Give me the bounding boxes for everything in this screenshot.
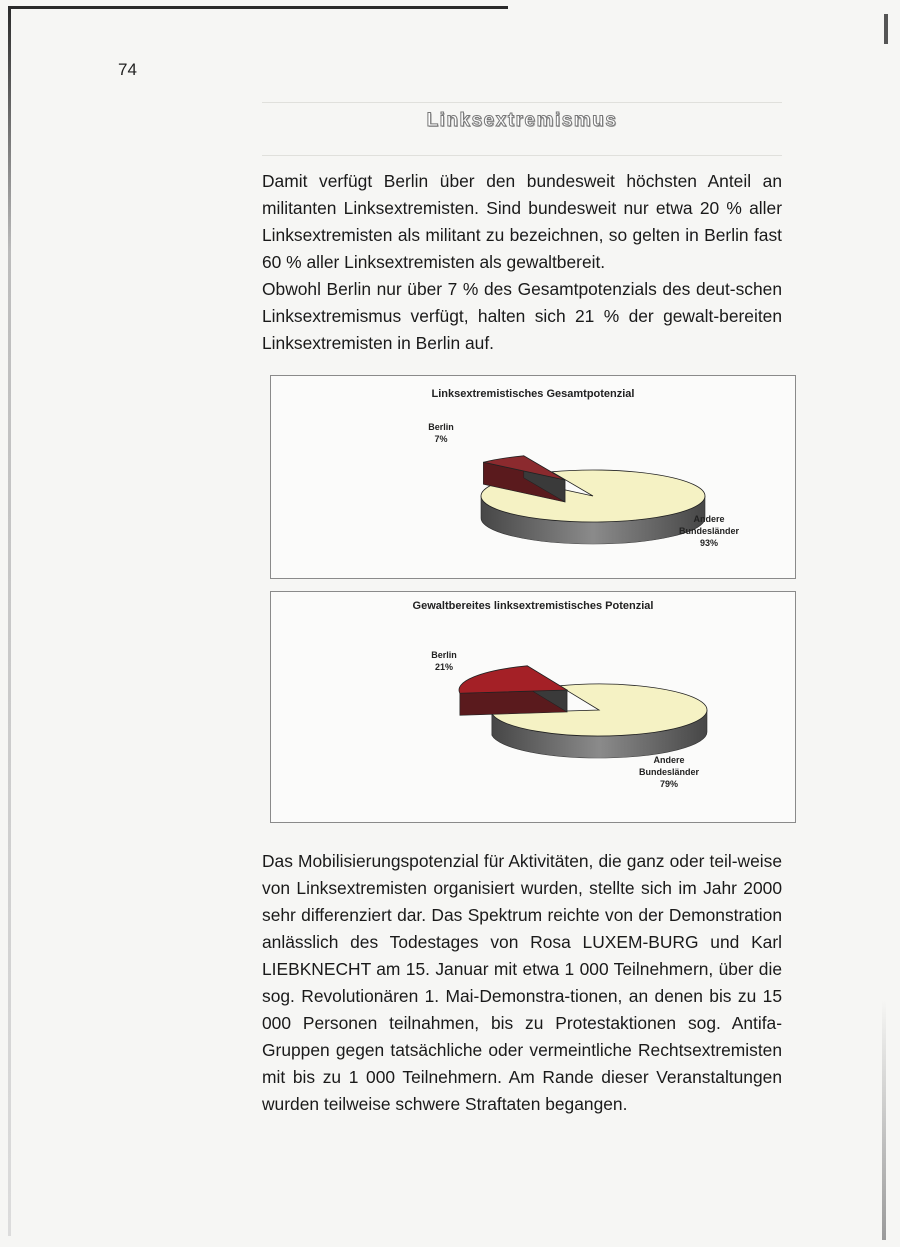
label-other-line1: Andere — [693, 514, 725, 524]
label-berlin-name: Berlin — [428, 422, 454, 432]
chart-title: Gewaltbereites linksextremistisches Potenzial — [412, 600, 654, 612]
label-other-line2: Bundesländer — [638, 767, 699, 777]
label-other-value: 93% — [699, 538, 718, 548]
scan-border-left — [8, 6, 11, 1236]
paragraph-mobilisation: Das Mobilisierungspotenzial für Aktivitäten, die ganz oder teil-weise von Linksextremisten organisiert wurden, stellte sich im Jahr 2000 sehr differenziert dar. Das Spektrum reichte von der Demonstration anlässlich des Todestages von Rosa LUXEM-BURG und Karl LIEBKNECHT am 15. Januar mit etwa 1 000 Teilnehmern, über die sog. Revolutionären 1. Mai-Demonstra-tionen, an denen bis zu 15 000 Personen teilnahmen, bis zu Protestaktionen sog. Antifa-Gruppen gegen tatsächliche oder vermeintliche Rechtsextremisten mit bis zu 1 000 Teilnehmern. Am Rande dieser Veranstaltungen wurden teilweise schwere Straftaten begangen. — [262, 851, 782, 1114]
scan-border-top — [8, 6, 508, 9]
paragraph-militant-share: Damit verfügt Berlin über den bundesweit höchsten Anteil an militanten Linksextremisten. Sind bundesweit nur etwa 20 % aller Linksextremisten als militant zu bezeichnen, so gelten in Berlin fast 60 % aller Linksextremisten als gewaltbereit. — [262, 171, 782, 272]
label-berlin-name: Berlin — [431, 650, 457, 660]
label-other-states — [659, 513, 759, 549]
label-berlin — [414, 649, 474, 673]
section-heading: Linksextremismus — [426, 110, 618, 131]
page-number: 74 — [118, 60, 137, 79]
label-other-states — [619, 754, 719, 790]
pie-slice-berlin — [459, 666, 567, 693]
label-berlin — [411, 421, 471, 445]
chart-violent-potential — [270, 591, 796, 823]
paragraph-berlin-potential: Obwohl Berlin nur über 7 % des Gesamtpotenzials des deut-schen Linksextremismus verfügt, halten sich 21 % der gewalt-bereiten Linksextremisten in Berlin auf. — [262, 279, 782, 353]
label-other-value: 79% — [659, 779, 678, 789]
label-other-line2: Bundesländer — [678, 526, 739, 536]
label-berlin-value: 7% — [434, 434, 448, 444]
heading-rule-bottom — [262, 155, 782, 156]
scan-mark-right — [884, 14, 888, 44]
heading-rule-top — [262, 102, 782, 103]
label-other-line1: Andere — [653, 755, 685, 765]
chart-title: Linksextremistisches Gesamtpotenzial — [431, 388, 635, 400]
scan-shadow-right — [882, 1000, 886, 1240]
chart-total-potential — [270, 375, 796, 579]
label-berlin-value: 21% — [434, 662, 453, 672]
